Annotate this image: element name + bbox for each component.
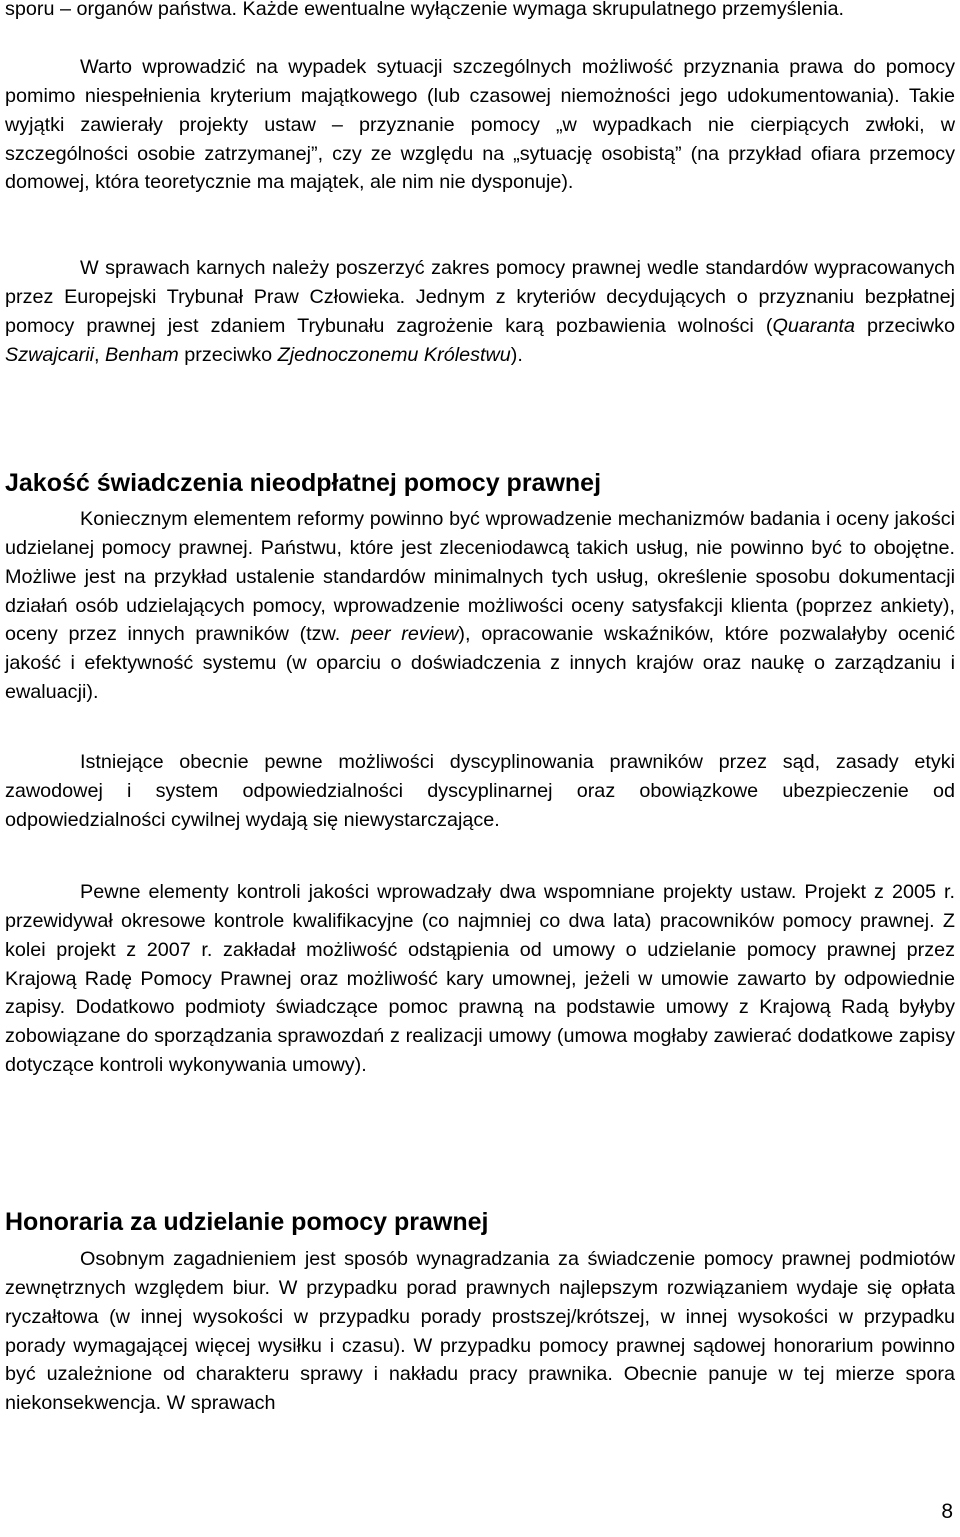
paragraph (5, 505, 955, 707)
paragraph (5, 254, 955, 369)
paragraph (5, 878, 955, 1080)
text-run: Pewne elementy kontroli jakości wprowadzały dwa wspomniane projekty ustaw. Projekt z 2005 r. przewidywał okresowe kontrole kwalifikacyjne (co najmniej co dwa lata) pracowników pomocy prawnej. Z kolei projekt z 2007 r. zakładał możliwość odstąpienia od umowy o udzielanie pomocy prawnej przez Krajową Radę Pomocy Prawnej oraz możliwość kary umownej, jeżeli w umowie zawarto by odpowiednie zapisy. Dodatkowo podmioty świadczące pomoc prawną na podstawie umowy z Krajową Radą byłyby zobowiązane do sporządzania sprawozdań z realizacji umowy (umowa mogłaby zawierać dodatkowe zapisy dotyczące kontroli wykonywania umowy). (5, 881, 955, 1077)
text-run: sporu – organów państwa. Każde ewentualne wyłączenie wymaga skrupulatnego przemyślenia. (5, 0, 844, 20)
section-heading: Jakość świadczenia nieodpłatnej pomocy prawnej (5, 469, 602, 497)
italic-text: Benham (105, 343, 179, 366)
section-heading: Honoraria za udzielanie pomocy prawnej (5, 1208, 489, 1236)
text-run: przeciwko (854, 314, 955, 337)
page-number: 8 (941, 1500, 953, 1523)
text-run: ). (510, 343, 523, 366)
paragraph (5, 0, 955, 24)
text-run: ), opracowanie wskaźników, które pozwalałyby ocenić jakość i efektywność systemu (w oparciu o doświadczenia z innych krajów oraz naukę o zarządzaniu i ewaluacji). (5, 623, 955, 704)
paragraph (5, 53, 955, 197)
italic-text: Szwajcarii (5, 343, 95, 366)
text-run: Koniecznym elementem reformy powinno być wprowadzenie mechanizmów badania i oceny jakości udzielanej pomocy prawnej. Państwu, które jest zleceniodawcą takich usług, nie powinno być to obojętne. Możliwe jest na przykład ustalenie standardów minimalnych tych usług, określenie sposobu dokumentacji działań osób udzielających pomocy, wprowadzenie możliwości oceny satysfakcji klienta (poprzez ankiety), oceny przez innych prawników (tzw. (5, 508, 955, 646)
paragraph (5, 1245, 955, 1418)
text-run: , (94, 343, 106, 366)
text-run: Warto wprowadzić na wypadek sytuacji szczególnych możliwość przyznania prawa do pomocy pomimo niespełnienia kryterium majątkowego (lub czasowej niemożności jego udokumentowania). Takie wyjątki zawierały projekty ustaw – przyznanie pomocy „w wypadkach nie cierpiących zwłoki, w szczególności osobie zatrzymanej”, czy ze względu na „sytuację osobistą” (na przykład ofiara przemocy domowej, która teoretycznie ma majątek, ale nim nie dysponuje). (5, 56, 955, 194)
text-run: przeciwko (178, 343, 278, 366)
text-run: W sprawach karnych należy poszerzyć zakres pomocy prawnej wedle standardów wypracowanych przez Europejski Trybunał Praw Człowieka. Jednym z kryteriów decydujących o przyznaniu bezpłatnej pomocy prawnej jest zdaniem Trybunału zagrożenie karą pozbawienia wolności ( (5, 257, 955, 337)
italic-text: Zjednoczonemu Królestwu (277, 343, 511, 366)
paragraph (5, 748, 955, 835)
text-run: Osobnym zagadnieniem jest sposób wynagradzania za świadczenie pomocy prawnej podmiotów zewnętrznych względem biur. W przypadku porad prawnych najlepszym rozwiązaniem wydaje się opłata ryczałtowa (w innej wysokości w przypadku porady prostszej/krótszej, w innej wysokości w przypadku porady wymagającej więcej wysiłku i czasu). W przypadku pomocy prawnej sądowej honorarium powinno być uzależnione od charakteru sprawy i nakładu pracy prawnika. Obecnie panuje w tej mierze spora niekonsekwencja. W sprawach (5, 1248, 955, 1415)
text-run: Istniejące obecnie pewne możliwości dyscyplinowania prawników przez sąd, zasady etyki zawodowej i system odpowiedzialności dyscyplinarnej oraz obowiązkowe ubezpieczenie od odpowiedzialności cywilnej wydają się niewystarczające. (5, 751, 955, 831)
italic-text: Quaranta (772, 314, 855, 337)
italic-text: peer review (350, 623, 459, 646)
